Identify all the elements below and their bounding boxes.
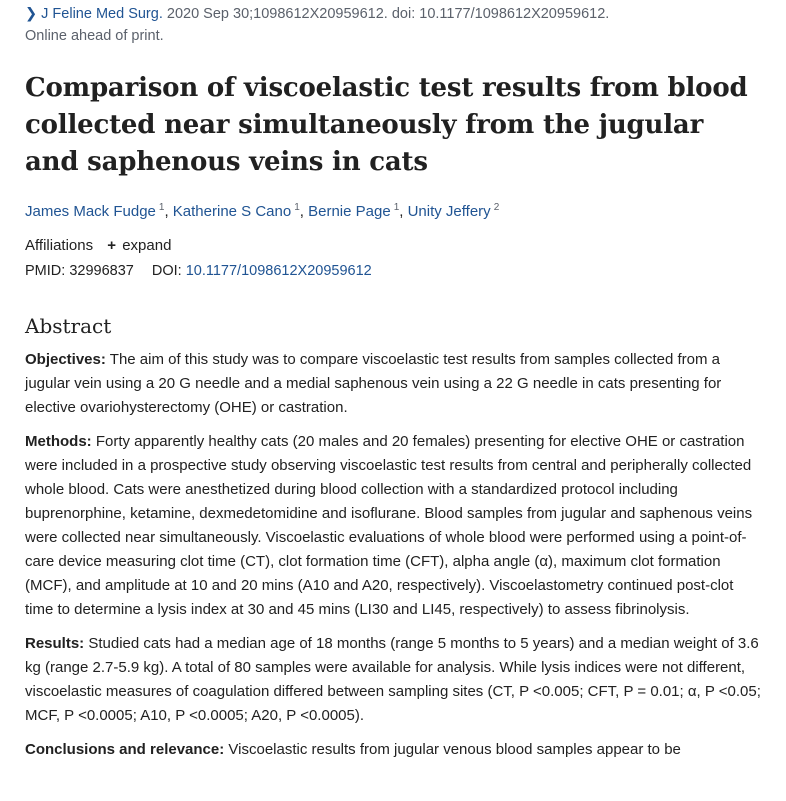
abstract-methods [25, 430, 765, 622]
affiliation-ref[interactable]: 2 [493, 202, 500, 213]
section-text: Viscoelastic results from jugular venous blood samples appear to be [228, 741, 681, 758]
section-text: The aim of this study was to compare viscoelastic test results from samples collected from a jugular vein using a 20 G needle and a medial saphenous vein using a 22 G needle in cats presenting for elective ovariohysterectomy (OHE) or castration. [25, 351, 722, 416]
author-link[interactable]: James Mack Fudge [25, 203, 156, 220]
affiliation-ref[interactable]: 1 [158, 202, 165, 213]
chevron-right-icon[interactable]: ❯ [25, 6, 38, 22]
doi-label: DOI: [151, 263, 182, 279]
section-label: Methods: [25, 433, 92, 450]
section-label: Objectives: [25, 351, 106, 368]
section-text: Studied cats had a median age of 18 months (range 5 months to 5 years) and a median weight of 3.6 kg (range 2.7-5.9 kg). A total of 80 samples were available for analysis. While lysis indices were not different, viscoelastic measures of coagulation differed between sampling sites (CT, P <0.005; CFT, P = 0.01; α, P <0.05; MCF, P <0.0005; A10, P <0.0005; A20, P <0.0005). [25, 635, 761, 724]
citation-details: 2020 Sep 30;1098612X20959612. doi: 10.1177/1098612X20959612. [166, 6, 610, 22]
expand-affiliations-button[interactable] [107, 237, 171, 254]
pmid-label: PMID: [25, 263, 66, 279]
publication-status: Online ahead of print. [25, 28, 164, 44]
author-link[interactable]: Unity Jeffery [407, 203, 491, 220]
pmid-value: 32996837 [69, 263, 134, 279]
abstract-heading: Abstract [25, 314, 112, 338]
article-page [25, 0, 765, 762]
author-list: James Mack Fudge $^1$, Katherine S Cano $^1$, Bernie Page $^1$, Unity Jeffery $^2$ [25, 202, 500, 220]
expand-label: expand [122, 237, 172, 254]
abstract-conclusions [25, 738, 765, 762]
author-link[interactable]: Katherine S Cano [172, 203, 292, 220]
plus-icon: + [107, 237, 117, 254]
section-label: Results: [25, 635, 85, 652]
abstract-results [25, 632, 765, 728]
abstract-body [25, 348, 765, 762]
journal-link[interactable]: J Feline Med Surg. [41, 6, 163, 22]
affiliations-row [25, 235, 765, 257]
abstract-objectives [25, 348, 765, 420]
citation-line [25, 4, 765, 24]
affiliation-ref[interactable]: 1 [294, 202, 300, 213]
identifiers-row [25, 260, 765, 282]
affiliations-label: Affiliations [25, 237, 94, 254]
doi-link[interactable]: 10.1177/1098612X20959612 [185, 263, 372, 279]
section-text: Forty apparently healthy cats (20 males and 20 females) presenting for elective OHE or castration were included in a prospective study observing viscoelastic test results from central and peripherally collected whole blood. Cats were anesthetized during blood collection with a standardized protocol including buprenorphine, ketamine, dexmedetomidine and isoflurane. Blood samples from jugular and saphenous veins were collected near simultaneously. Viscoelastic evaluations of whole blood were performed using a point-of-care device measuring clot time (CT), clot formation time (CFT), alpha angle (α), maximum clot formation (MCF), and amplitude at 10 and 20 mins (A10 and A20, respectively). Viscoelastometry continued post-clot time to determine a lysis index at 30 and 45 mins (LI30 and LI45, respectively) to assess fibrinolysis. [25, 433, 753, 618]
article-title: Comparison of viscoelastic test results from blood collected near simultaneously from the jugular and saphenous veins in cats [25, 73, 748, 177]
section-label: Conclusions and relevance: [25, 741, 225, 758]
author-link[interactable]: Bernie Page [308, 203, 391, 220]
affiliation-ref[interactable]: 1 [393, 202, 400, 213]
